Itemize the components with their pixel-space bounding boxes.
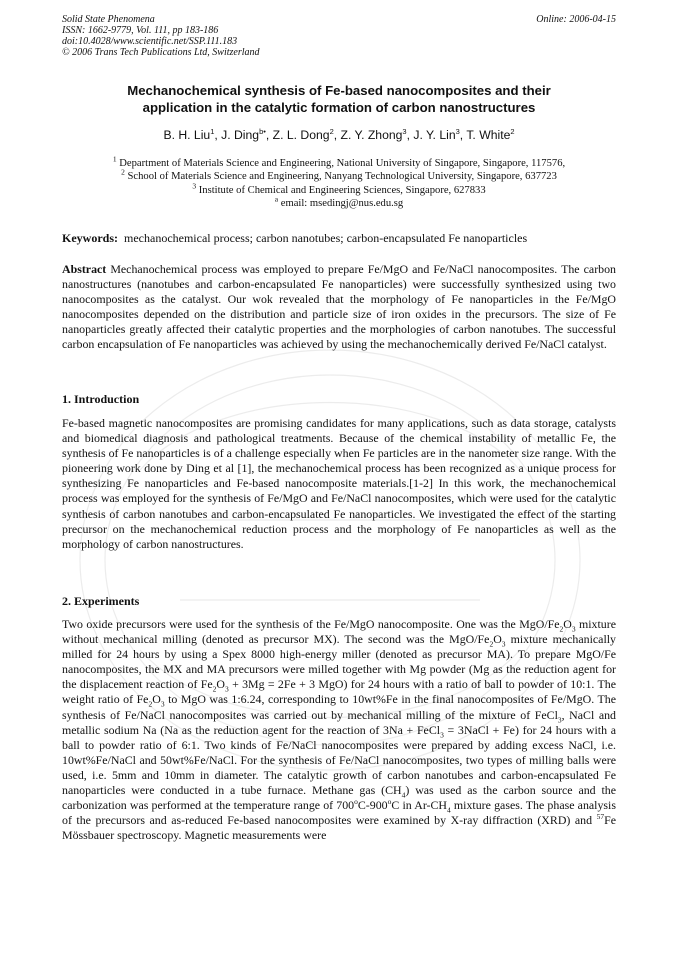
introduction-text: Fe-based magnetic nanocomposites are promising candidates for many applications, such as data storage, catalysts and biomedical diagnosis and pathological treatments. Because of the chemical instability of metallic Fe, the synthesis of Fe nanoparticles is of a challenge especially when Fe particles are in the nanometer size range. With the pioneering work done by Ding et al [1], the mechanochemical process has been recognized as a unique process for synthesizing Fe nanoparticles and Fe-based nanocomposite materials.[1-2] In this work, the mechanochemical process was employed for the synthesis of Fe/MgO and Fe/NaCl nanocomposites, which were used for the catalytic synthesis of carbon nanotubes and carbon-encapsulated Fe nanoparticles. We investigated the effect of the starting precursor on the mechanochemical reduction process and the morphology of Fe nanoparticles as well as the morphology of carbon nanostructures.	[62, 416, 616, 551]
keywords	[62, 231, 616, 246]
author-name: J. Y. Lin	[413, 128, 456, 142]
journal-name: Solid State Phenomena	[62, 14, 155, 25]
author-list: B. H. Liu$^1$, J. Ding$^{b•}$, Z. L. Dong$^2$, Z. Y. Zhong$^3$, J. Y. Lin$^3$, T. White$^2$	[163, 126, 515, 142]
title-line-2: application in the catalytic formation of carbon nanostructures	[142, 100, 536, 115]
author-affiliation-mark: 3	[402, 126, 407, 136]
author-name: Z. L. Dong	[272, 128, 330, 142]
journal-copyright: © 2006 Trans Tech Publications Ltd, Switzerland	[62, 47, 260, 58]
affiliation-list	[62, 154, 616, 211]
author-name: Z. Y. Zhong	[340, 128, 403, 142]
author-name: T. White	[466, 128, 511, 142]
author-affiliation-mark: 2	[510, 126, 515, 136]
author-affiliation-mark: 1	[210, 126, 215, 136]
author-affiliation-mark: 3	[455, 126, 460, 136]
journal-doi: doi:10.4028/www.scientific.net/SSP.111.183	[62, 36, 238, 47]
author-name: J. Ding	[221, 128, 260, 142]
affiliation-item: $^2$ School of Materials Science and Engineering, Nanyang Technological University, Singapore, 637723	[121, 167, 557, 183]
paper-title	[62, 82, 616, 116]
journal-header	[62, 14, 616, 58]
affiliation-item: $^1$ Department of Materials Science and Engineering, National University of Singapore, Singapore, 117576,	[112, 154, 566, 169]
experiments-text: Two oxide precursors were used for the synthesis of the Fe/MgO nanocomposite. One was the MgO/$Fe_2O_3$ mixture without mechanical milling (denoted as precursor MX). The second was the MgO/$Fe_2O_3$ mixture mechanically milled for 24 hours by using a Spex 8000 high-energy miller (denoted as precursor MA). To prepare MgO/Fe nanocomposites, the MX and MA precursors were milled together with Mg powder (Mg as the reduction agent for the displacement reaction of $Fe_2O_3 + 3Mg = 2Fe + 3$ MgO) for 24 hours with a ratio of ball to powder of 10:1. The weight ratio of $Fe_2O_3$ to MgO was 1:6.24, corresponding to 10wt%Fe in the final nanocomposites of Fe/MgO. The synthesis of Fe/NaCl nanocomposites was carried out by mechanical milling of the mixture of FeCl$_3$, NaCl and metallic sodium Na (Na as the reduction agent for the reaction of 3Na + FeCl$_3$ = 3NaCl + Fe) for 24 hours with a ball to powder ratio of 6:1. Two kinds of Fe/NaCl nanocomposites were prepared by adding excess NaCl, i.e. 10wt%Fe/NaCl and 50wt%Fe/NaCl. For the synthesis of Fe/NaCl nanocomposites, two types of milling balls were used, i.e. 5mm and 10mm in diameter. The catalytic growth of carbon nanotubes and carbon-encapsulated Fe nanoparticles were conducted in a tube furnace. Methane gas $(CH_4)$ was used as the carbon source and the carbonization was performed at the temperature range of 700$^o$C-900$^o$C in $Ar-CH_4$ mixture gases. The phase analysis of the precursors and as-reduced Fe-based nanocomposites were examined by X-ray diffraction (XRD) and $^{57}$Fe Mössbauer spectroscopy. Magnetic measurements were	[62, 617, 617, 843]
experiments-heading: 2. Experiments	[62, 594, 140, 608]
author-affiliation-mark: b•	[259, 126, 266, 136]
abstract	[62, 262, 616, 353]
author-affiliation-mark: 2	[329, 126, 334, 136]
affiliation-item: $^3$ Institute of Chemical and Engineering Sciences, Singapore, 627833	[192, 181, 486, 196]
abstract-text: Mechanochemical process was employed to prepare Fe/MgO and Fe/NaCl nanocomposites. The carbon nanostructures (nanotubes and carbon-encapsulated Fe nanoparticles) were successfully synthesized using two nanocomposites as the catalyst. Our wok revealed that the morphology of Fe nanoparticles in the Fe/MgO nanocomposites depended on the distribution and particle size of iron oxides in the precursors. The size of Fe nanoparticles greatly affected their catalytic properties and the morphologies of carbon nanotubes. The successful carbon encapsulation of Fe nanoparticles was achieved by using the mechanochemically derived Fe/NaCl catalyst.	[62, 262, 616, 352]
online-date: Online: 2006-04-15	[536, 14, 616, 25]
author-name: B. H. Liu	[163, 128, 211, 142]
title-line-1: Mechanochemical synthesis of Fe-based nanocomposites and their	[127, 83, 551, 98]
journal-issn: ISSN: 1662-9779, Vol. 111, pp 183-186	[62, 25, 219, 36]
abstract-label: Abstract	[62, 262, 107, 276]
contact-email: $^a$ email: msedingj@nus.edu.sg	[274, 194, 404, 210]
introduction-heading: 1. Introduction	[62, 392, 140, 406]
keywords-text: mechanochemical process; carbon nanotubes; carbon-encapsulated Fe nanoparticles	[124, 231, 528, 245]
keywords-label: Keywords:	[62, 231, 118, 245]
